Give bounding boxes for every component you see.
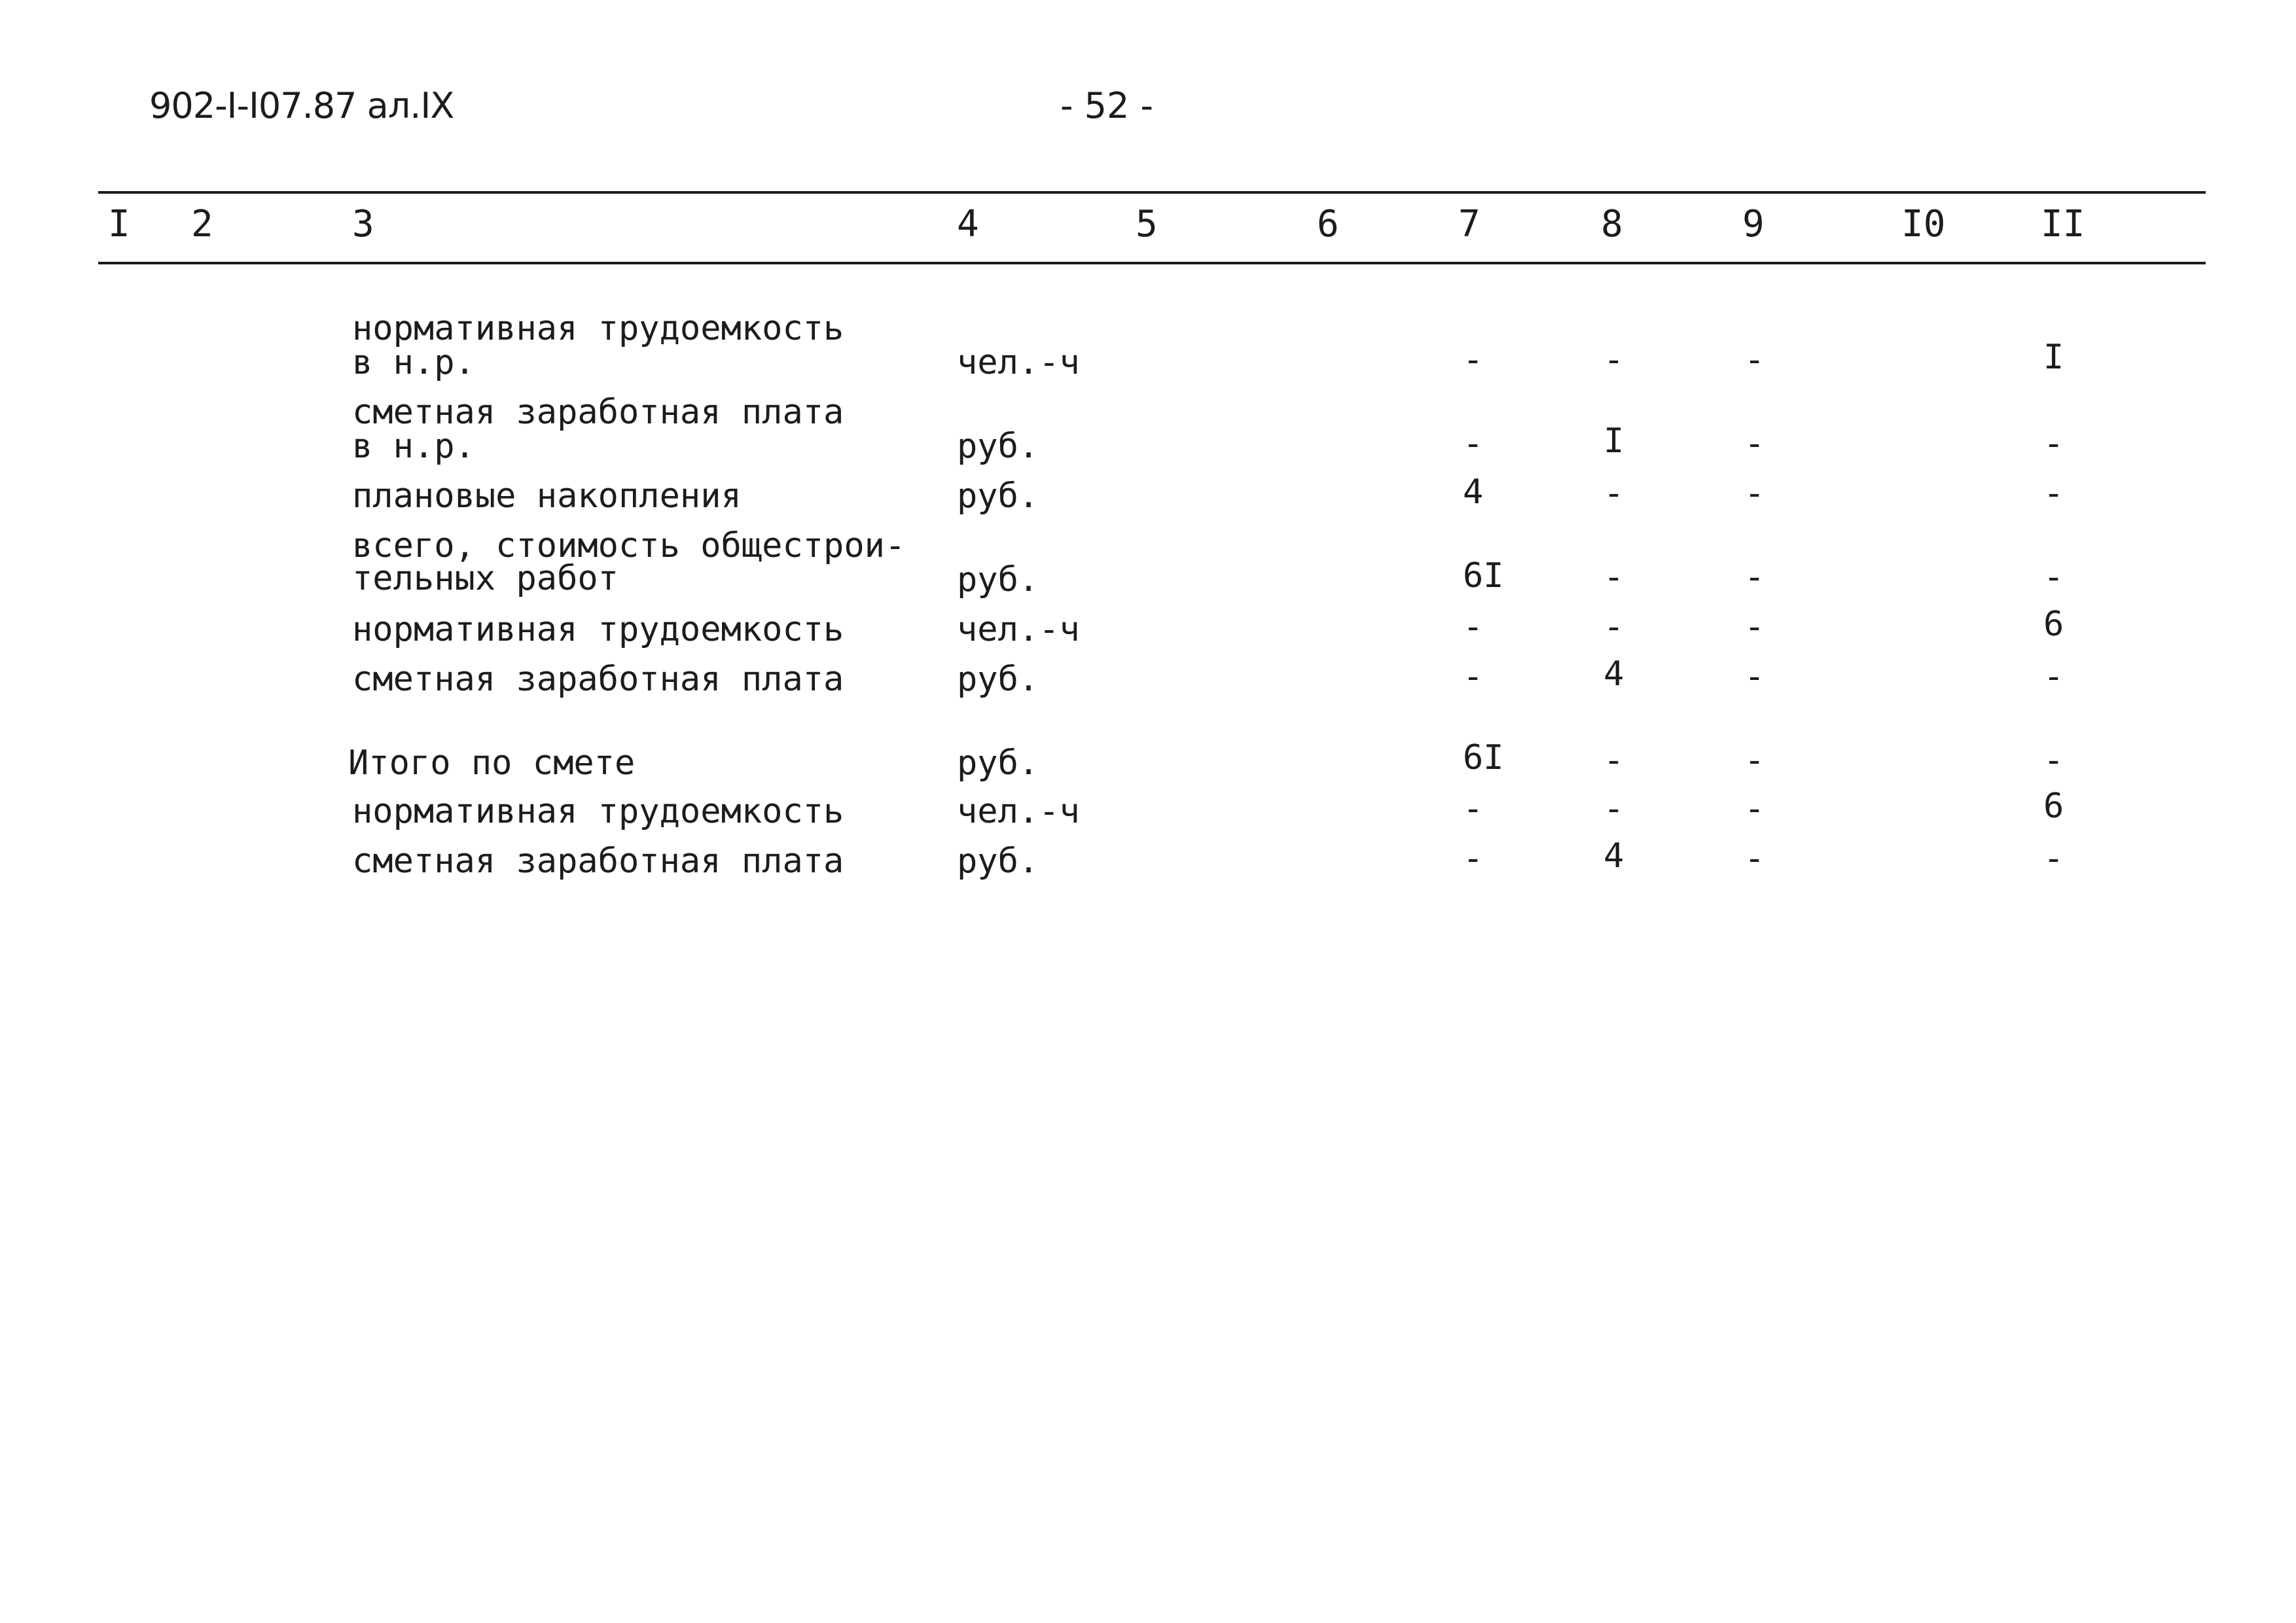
row-8-col-8: - <box>1604 789 1624 829</box>
row-6-unit: руб. <box>957 660 1039 699</box>
row-1-col-7: - <box>1463 340 1484 380</box>
row-4-col-9: - <box>1744 558 1765 597</box>
row-9-unit: руб. <box>957 842 1039 881</box>
column-number-7: 7 <box>1458 203 1480 245</box>
row-9-name: сметная заработная плата <box>352 842 844 881</box>
column-number-2: 2 <box>191 203 213 245</box>
row-6-col-9: - <box>1744 657 1765 696</box>
row-5-col-11: 6 <box>2043 605 2064 644</box>
row-5-col-7: - <box>1463 607 1484 647</box>
row-8-col-7: - <box>1463 789 1484 829</box>
row-5-unit: чел.-ч <box>957 610 1080 649</box>
row-6-col-11: - <box>2043 657 2064 696</box>
row-4-col-11: - <box>2043 558 2064 597</box>
row-4-unit: руб. <box>957 560 1039 599</box>
page-number: - 52 - <box>1060 85 1154 126</box>
total-row-col-8: - <box>1604 741 1624 780</box>
column-number-6: 6 <box>1317 203 1339 245</box>
row-9-col-11: - <box>2043 839 2064 878</box>
row-1-col-11: I <box>2043 338 2064 377</box>
row-1-name-line-1: нормативная трудоемкость <box>352 309 844 348</box>
row-4-name-line-2: тельных работ <box>352 559 619 598</box>
total-row-col-7: 6I <box>1463 738 1504 777</box>
row-6-name: сметная заработная плата <box>352 660 844 699</box>
row-3-col-11: - <box>2043 474 2064 513</box>
row-4-col-8: - <box>1604 558 1624 597</box>
table-header-rule <box>98 262 2206 264</box>
row-2-col-8: I <box>1604 421 1624 461</box>
total-row-name: Итого по смете <box>348 743 636 783</box>
row-9-col-7: - <box>1463 839 1484 878</box>
total-row-unit: руб. <box>957 743 1039 783</box>
column-number-11: II <box>2041 203 2085 245</box>
row-4-col-7: 6I <box>1463 556 1504 596</box>
row-2-name-line-1: сметная заработная плата <box>352 393 844 432</box>
row-3-name: плановые накопления <box>352 476 742 516</box>
row-8-unit: чел.-ч <box>957 792 1080 831</box>
row-8-col-11: 6 <box>2043 787 2064 826</box>
column-number-3: 3 <box>352 203 374 245</box>
row-1-col-8: - <box>1604 340 1624 380</box>
row-5-name: нормативная трудоемкость <box>352 610 844 649</box>
row-3-unit: руб. <box>957 476 1039 516</box>
row-8-col-9: - <box>1744 789 1765 829</box>
row-3-col-7: 4 <box>1463 473 1484 512</box>
row-1-unit: чел.-ч <box>957 343 1080 382</box>
row-2-col-9: - <box>1744 424 1765 463</box>
row-4-name-line-1: всего, стоимость общестрои- <box>352 526 906 565</box>
row-2-col-7: - <box>1463 424 1484 463</box>
total-row-col-9: - <box>1744 741 1765 780</box>
row-9-col-8: 4 <box>1604 836 1624 876</box>
row-6-col-8: 4 <box>1604 654 1624 694</box>
row-3-col-9: - <box>1744 474 1765 513</box>
row-1-name-line-2: в н.р. <box>352 343 475 382</box>
row-6-col-7: - <box>1463 657 1484 696</box>
document-code: 902-I-I07.87 ал.IX <box>149 85 454 126</box>
column-number-4: 4 <box>957 203 979 245</box>
table-top-rule <box>98 191 2206 194</box>
row-2-unit: руб. <box>957 427 1039 466</box>
column-number-10: I0 <box>1901 203 1946 245</box>
row-9-col-9: - <box>1744 839 1765 878</box>
column-number-8: 8 <box>1601 203 1623 245</box>
row-3-col-8: - <box>1604 474 1624 513</box>
column-number-1: I <box>108 203 130 245</box>
row-1-col-9: - <box>1744 340 1765 380</box>
row-5-col-9: - <box>1744 607 1765 647</box>
total-row-col-11: - <box>2043 741 2064 780</box>
row-2-col-11: - <box>2043 424 2064 463</box>
column-number-5: 5 <box>1136 203 1158 245</box>
column-number-9: 9 <box>1742 203 1765 245</box>
row-5-col-8: - <box>1604 607 1624 647</box>
row-8-name: нормативная трудоемкость <box>352 792 844 831</box>
row-2-name-line-2: в н.р. <box>352 427 475 466</box>
